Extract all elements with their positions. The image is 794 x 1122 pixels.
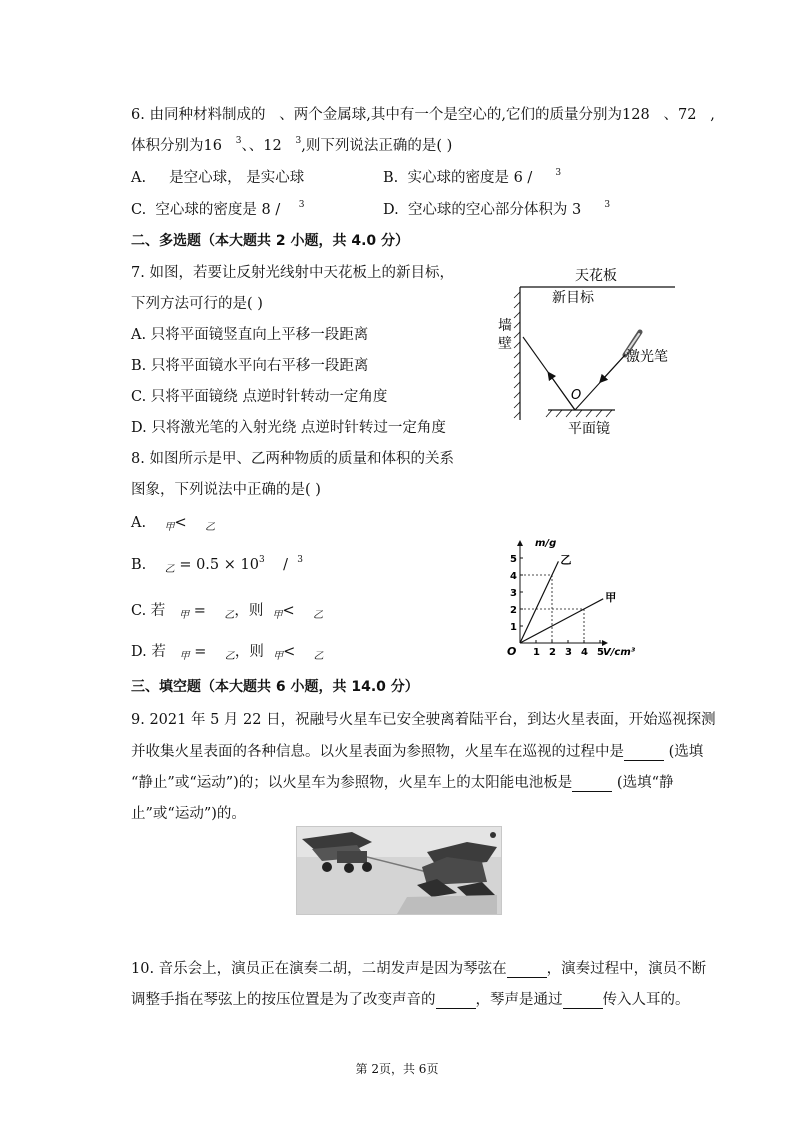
origin-label: O xyxy=(507,645,517,658)
q8-line2: 图象，下列说法中正确的是( ) xyxy=(131,482,321,498)
ceiling-label: 天花板 xyxy=(575,268,617,284)
mars-rover-photo xyxy=(296,826,502,915)
answer-blank[interactable] xyxy=(436,994,476,1009)
y-axis-label: m/g xyxy=(535,538,557,549)
q6-line1: 6. 由同种材料制成的 、两个金属球,其中有一个是空心的,它们的质量分别为128 、72 , xyxy=(131,107,715,123)
q8-line1: 8. 如图所示是甲、乙两种物质的质量和体积的关系 xyxy=(131,451,454,467)
q7-line1: 7. 如图，若要让反射光线射中天花板上的新目标， xyxy=(131,265,454,281)
page-footer: 第 2页，共 6页 xyxy=(355,1062,439,1076)
wall-label-1: 墙 xyxy=(498,318,512,334)
q6-option-b: B. 实心球的密度是 6 / $^3$ xyxy=(383,168,562,186)
mass-volume-chart xyxy=(505,533,650,660)
q7-option-d: D. 只将激光笔的入射光绕 点逆时针转过一定角度 xyxy=(131,420,446,436)
q8-option-b: B. $_乙 = 0.5 \times 10^3$ / $^3$ xyxy=(131,555,303,575)
series-label: 甲 xyxy=(605,590,617,604)
q7-line2: 下列方法可行的是( ) xyxy=(131,296,263,312)
reflection-diagram xyxy=(490,260,690,440)
q8-option-c: C. 若 $_甲$ = $_乙$，则 $_甲$< $_乙$ xyxy=(131,603,324,621)
q6-option-d: D. 空心球的空心部分体积为 3 $^3$ xyxy=(383,200,611,218)
mirror-hatching xyxy=(546,410,612,417)
laser-label: 激光笔 xyxy=(626,349,668,365)
y-tick-label: 3 xyxy=(510,588,517,599)
q9-line4: 止”或“运动”)的。 xyxy=(131,806,246,822)
section-title-multiple-choice: 二、多选题（本大题共 2 小题，共 4.0 分） xyxy=(131,233,410,249)
target-label: 新目标 xyxy=(552,290,594,306)
q7-option-a: A. 只将平面镜竖直向上平移一段距离 xyxy=(131,327,369,343)
x-tick-label: 3 xyxy=(565,647,572,658)
q9-line1: 9. 2021 年 5 月 22 日，祝融号火星车已安全驶离着陆平台，到达火星表面，开始巡视探测 xyxy=(131,712,716,728)
x-tick-label: 1 xyxy=(533,647,540,658)
q6-option-a: A. 是空心球， 是实心球 xyxy=(131,170,305,186)
q10-line2: 调整手指在琴弦上的按压位置是为了改变声音的 ，琴声是通过 传入人耳的。 xyxy=(131,992,690,1008)
y-tick-label: 4 xyxy=(510,571,517,582)
q8-option-d: D. 若 $_甲$ = $_乙$，则 $_甲$< $_乙$ xyxy=(131,644,324,662)
series-line-yi xyxy=(520,561,558,643)
answer-blank[interactable] xyxy=(572,777,612,792)
answer-blank[interactable] xyxy=(624,746,664,761)
mirror-label: 平面镜 xyxy=(568,421,610,437)
x-tick-label: 5 xyxy=(597,647,604,658)
q7-option-b: B. 只将平面镜水平向右平移一段距离 xyxy=(131,358,369,374)
answer-blank[interactable] xyxy=(507,963,547,978)
y-tick-label: 5 xyxy=(510,554,517,565)
q6-option-c: C. 空心球的密度是 8 / $^3$ xyxy=(131,200,305,218)
section-title-fill-in: 三、填空题（本大题共 6 小题，共 14.0 分） xyxy=(131,679,419,695)
answer-blank[interactable] xyxy=(563,994,603,1009)
q10-line1: 10. 音乐会上，演员正在演奏二胡，二胡发声是因为琴弦在 ，演奏过程中，演员不断 xyxy=(131,961,707,977)
q6-line2: 体积分别为16 $^3$、、12 $^3$,则下列说法正确的是( ) xyxy=(131,136,453,154)
x-tick-label: 2 xyxy=(549,647,556,658)
rover-image xyxy=(297,827,501,914)
x-tick-label: 4 xyxy=(581,647,588,658)
q9-line3: “静止”或“运动”)的；以火星车为参照物，火星车上的太阳能电池板是 (选填“静 xyxy=(131,775,674,791)
y-tick-label: 1 xyxy=(510,622,517,633)
series-label: 乙 xyxy=(560,553,572,567)
series-line-jia xyxy=(520,599,603,643)
y-tick-label: 2 xyxy=(510,605,517,616)
x-axis-label: V/cm³ xyxy=(603,647,636,658)
wall-label-2: 壁 xyxy=(498,336,512,352)
q8-option-a: A. $_甲$< $_乙$ xyxy=(131,515,216,533)
wall-hatching xyxy=(514,292,520,418)
q7-option-c: C. 只将平面镜绕 点逆时针转动一定角度 xyxy=(131,389,388,405)
point-o-label: O xyxy=(571,388,582,403)
q9-line2: 并收集火星表面的各种信息。以火星表面为参照物，火星车在巡视的过程中是 (选填 xyxy=(131,744,704,760)
